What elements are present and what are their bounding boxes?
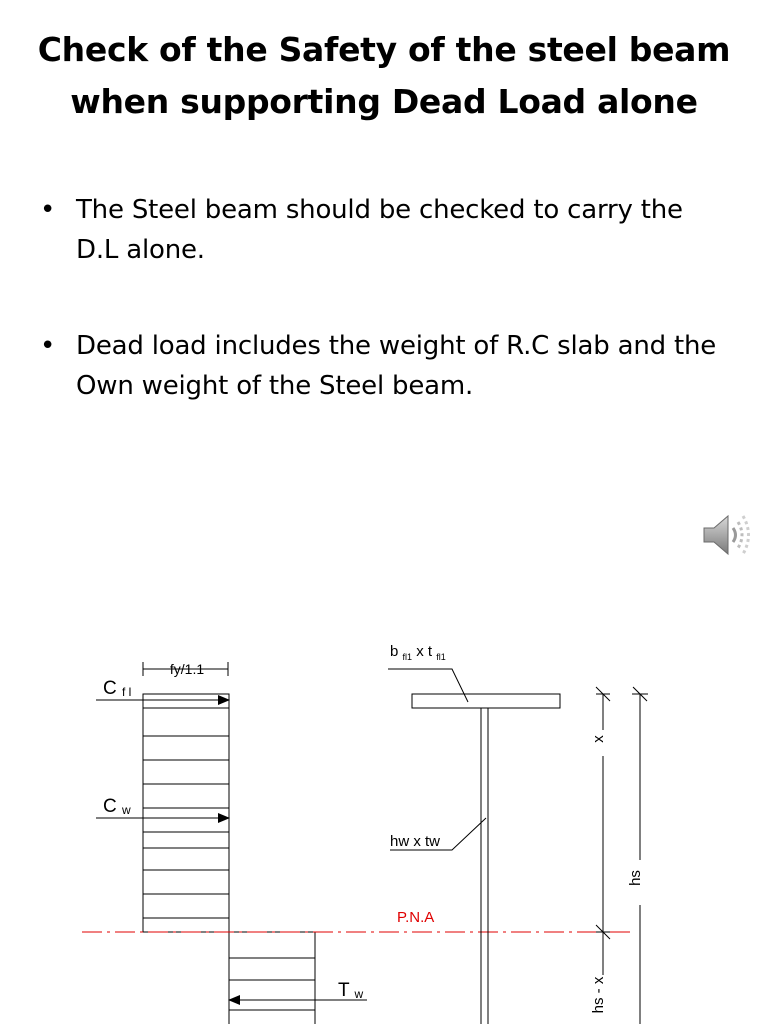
title-line-1: Check of the Safety of the steel beam	[37, 30, 731, 69]
dimension-x	[590, 687, 610, 939]
cfl-force	[96, 678, 229, 700]
dimension-hs	[627, 687, 648, 1024]
bullet-list	[40, 190, 730, 406]
compression-stress-block	[143, 694, 229, 932]
cfl-label: C	[103, 678, 117, 699]
flange-t-subscript: fl1	[436, 652, 446, 662]
stress-label: fy/1.1	[169, 661, 205, 677]
tw-label: T	[338, 980, 350, 1001]
flange-b-label: b	[390, 643, 399, 660]
pna-line	[82, 909, 632, 932]
bullet-marker: •	[40, 195, 56, 225]
flange-label-group	[388, 643, 468, 702]
web-label-group	[390, 818, 486, 850]
hs-minus-x-dim-label: hs - x	[590, 976, 607, 1014]
flange-t-label: x t	[416, 643, 433, 660]
bullet-item	[40, 326, 730, 406]
speaker-icon[interactable]	[702, 510, 756, 560]
bullet-text: The Steel beam should be checked to carry the D.L alone.	[76, 195, 683, 265]
bullet-item	[40, 190, 730, 270]
slide-title	[0, 24, 768, 128]
cfl-subscript: f l	[122, 685, 132, 699]
hs-dim-label: hs	[627, 870, 644, 886]
flange-b-subscript: fl1	[402, 652, 413, 662]
svg-text:C f l	[103, 678, 131, 699]
web-label: hw x tw	[390, 833, 441, 850]
pna-label: P.N.A	[397, 909, 435, 926]
bullet-marker: •	[40, 331, 56, 361]
tw-force	[229, 980, 367, 1001]
svg-text:T w	[338, 980, 364, 1001]
cw-subscript: w	[122, 803, 131, 817]
dimension-hs-minus-x	[590, 932, 607, 1013]
cw-force	[96, 796, 229, 818]
steel-section	[412, 694, 560, 1024]
tension-stress-block	[229, 932, 315, 1024]
bullet-text: Dead load includes the weight of R.C slab and the Own weight of the Steel beam.	[76, 331, 717, 401]
title-line-2: when supporting Dead Load alone	[70, 82, 698, 121]
x-dim-label: x	[590, 735, 607, 743]
tw-subscript: w	[354, 987, 364, 1001]
composite-beam-diagram	[0, 620, 768, 1024]
svg-text:b fl1 x t fl	[390, 643, 446, 664]
svg-text:C w	[103, 796, 131, 817]
cw-label: C	[103, 796, 117, 817]
stress-block-dimension	[143, 661, 228, 677]
